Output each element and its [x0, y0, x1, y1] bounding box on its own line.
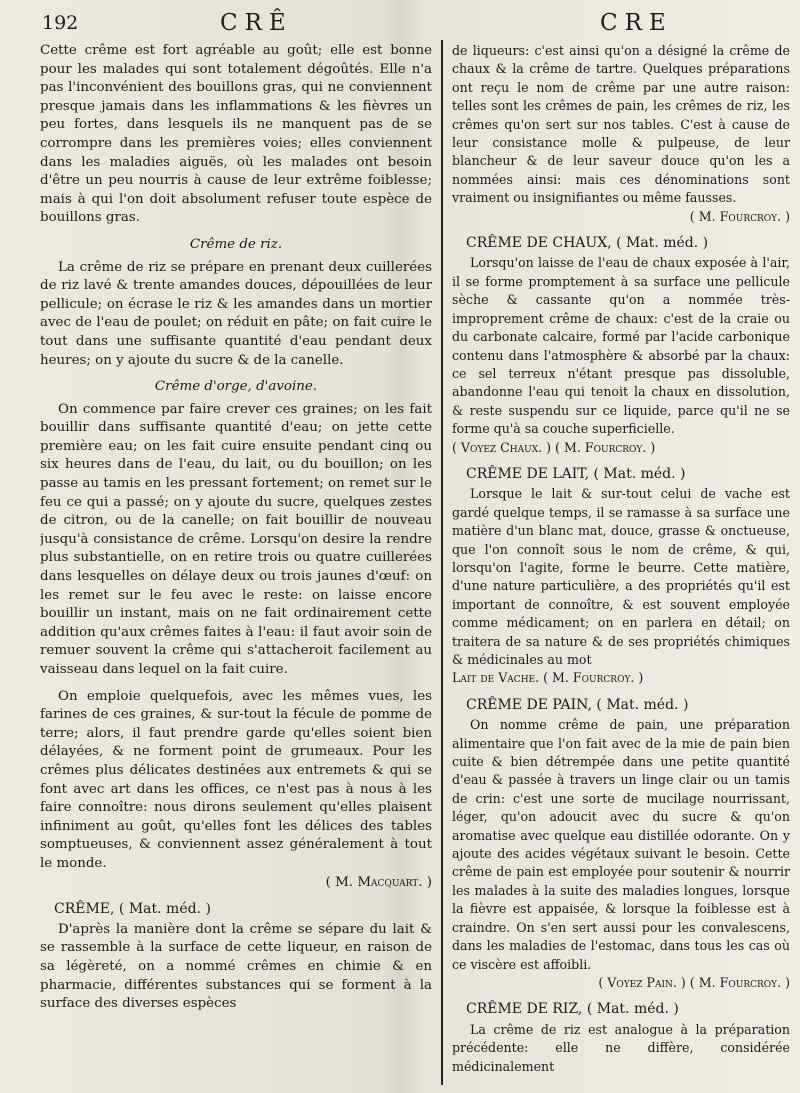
page-number: 192	[42, 12, 79, 34]
paragraph: de liqueurs: c'est ainsi qu'on a désigné la crême de chaux & la crême de tartre. Quelques préparations ont reçu le nom de crême par une autre raison: telles sont les crêmes de pain, les crêmes de riz, les crêmes qu'on sert sur nos tables. C'est à cause de leur consistance molle & pulpeuse, de leur blancheur & de leur saveur douce qu'on les a nommées ainsi: mais ces dénominations sont vraiment ou insignifiantes ou même fausses.	[452, 43, 790, 206]
subheading-creme-orge: Crême d'orge, d'avoine.	[154, 379, 318, 395]
left-running-title: CRÊ	[220, 10, 293, 36]
cross-reference: ( Voyez Pain. ) ( M. Fourcroy. )	[598, 974, 790, 990]
paragraph: La crême de riz est analogue à la préparation précédente: elle ne diffère, considérée médicinalement	[452, 1021, 790, 1074]
column-rule	[441, 40, 443, 1085]
paragraph: D'après la manière dont la crême se sépare du lait & se rassemble à la surface de cette liqueur, en raison de sa légèreté, on a nommé crêmes en chimie & en pharmacie, différentes substances qui se forment à la surface des diverses espèces	[40, 921, 432, 1012]
entry-heading-creme-de-pain: CRÊME DE PAIN, ( Mat. méd. )	[466, 696, 689, 713]
signature: ( M. Macquart. )	[325, 874, 432, 890]
paragraph: Cette crême est fort agréable au goût; elle est bonne pour les malades qui sont totalement dégoûtés. Elle n'a pas l'inconvénient des bouillons gras, qui ne conviennent presque jamais dans les inflammations & les fièvres un peu fortes, dans lesquels ils ne manquent pas de se corrompre dans les premières voies; elles conviennent dans les maladies aiguës, où les malades ont besoin d'être un peu nourris à cause de leur extrême foiblesse; mais à qui l'on doit absolument refuser toute espèce de bouillons gras.	[40, 43, 432, 226]
paragraph: La crême de riz se prépare en prenant deux cuillerées de riz lavé & trente amandes douces, dépouillées de leur pellicule; on écrase le riz & les amandes dans un mortier avec de l'eau de poulet; on réduit en pâte; on fait cuire le tout dans une suffisante quantité d'eau pendant deux heures; on y ajoute du sucre & de la canelle.	[40, 259, 432, 368]
paragraph: Lorsqu'on laisse de l'eau de chaux exposée à l'air, il se forme promptement à sa surface une pellicule sèche & cassante qu'on a nommée très-improprement crême de chaux: c'est de la craie ou du carbonate calcaire, formé par l'acide carbonique contenu dans l'atmosphère & absorbé par la chaux: ce sel terreux n'étant presque pas dissoluble, abandonne l'eau qui tenoit la chaux en dissolution, & reste suspendu sur ce liquide, parce qu'il ne se forme qu'à sa couche superficielle.	[452, 255, 790, 437]
cross-reference: Lait de Vache. ( M. Fourcroy. )	[452, 670, 644, 686]
paragraph: Lorsque le lait & sur-tout celui de vache est gardé quelque temps, il se ramasse à sa surface une matière d'un blanc mat, douce, grasse & onctueuse, que l'on connoît sous le nom de crême, & qui, lorsqu'on l'agite, forme le beurre. Cette matière, d'une nature particulière, a des propriétés qu'il est important de connoître, & est souvent employée comme médicament; on en parlera en détail; on traitera de sa nature & de ses propriétés chimiques & médicinales au mot	[452, 486, 790, 667]
subheading-creme-de-riz: Crême de riz.	[189, 236, 283, 252]
signature: ( M. Fourcroy. )	[689, 208, 790, 224]
entry-heading-creme-de-lait: CRÊME DE LAIT, ( Mat. méd. )	[466, 465, 686, 482]
entry-heading-creme: CRÊME, ( Mat. méd. )	[54, 901, 211, 918]
cross-reference: ( Voyez Chaux. ) ( M. Fourcroy. )	[452, 439, 656, 455]
left-column	[40, 42, 432, 1087]
right-running-title: CRE	[600, 10, 673, 36]
entry-heading-creme-de-chaux: CRÊME DE CHAUX, ( Mat. méd. )	[466, 235, 709, 252]
paragraph: On emploie quelquefois, avec les mêmes vues, les farines de ces graines, & sur-tout la fécule de pomme de terre; alors, il faut prendre garde qu'elles soient bien délayées, & ne forment point de grumeaux. Pour les crêmes plus délicates destinées aux entremets & qui se font avec art dans les offices, ce n'est pas à nous à les faire connoître: nous dirons seulement qu'elles plaisent infiniment au goût, qu'elles font les délices des tables somptueuses, & conviennent assez généralement à tout le monde.	[40, 688, 432, 871]
running-header	[0, 8, 800, 38]
paragraph: On commence par faire crever ces graines; on les fait bouillir dans suffisante quantité d'eau; on jette cette première eau; on les fait cuire ensuite pendant cinq ou six heures dans de l'eau, du lait, ou du bouillon; on les passe au tamis en les pressant fortement; on remet sur le feu ce qui a passé; on y ajoute du sucre, quelques zestes de citron, ou de la canelle; on fait bouillir de nouveau jusqu'à consistance de crême. Lorsqu'on desire la rendre plus substantielle, on en retire trois ou quatre cuillerées dans lesquelles on délaye deux ou trois jaunes d'œuf: on les remet sur le feu avec le reste: on laisse encore bouillir un instant, mais on ne fait ordinairement cette addition qu'aux crêmes faites à l'eau: il faut avoir soin de remuer souvent la crême qui s'attacheroit facilement au vaisseau dans lequel on la fait cuire.	[40, 401, 432, 677]
entry-heading-creme-de-riz: CRÊME DE RIZ, ( Mat. méd. )	[466, 1001, 679, 1018]
paragraph: On nomme crême de pain, une préparation alimentaire que l'on fait avec de la mie de pain bien cuite & bien détrempée dans une petite quantité d'eau & passée à travers un linge clair ou un tamis de crin: c'est une sorte de mucilage nourrissant, léger, qu'on adoucit avec du sucre & qu'on aromatise avec quelque eau distillée odorante. On y ajoute des acides végétaux suivant le besoin. Cette crême de pain est employée pour soutenir & nourrir les malades à la suite des maladies longues, lorsque la fièvre est appaisée, & lorsque la foiblesse est à craindre. On s'en sert aussi pour les convalescens, dans les maladies de l'estomac, dans tous les cas où ce viscère est affoibli.	[452, 717, 790, 972]
right-column	[452, 42, 790, 1087]
